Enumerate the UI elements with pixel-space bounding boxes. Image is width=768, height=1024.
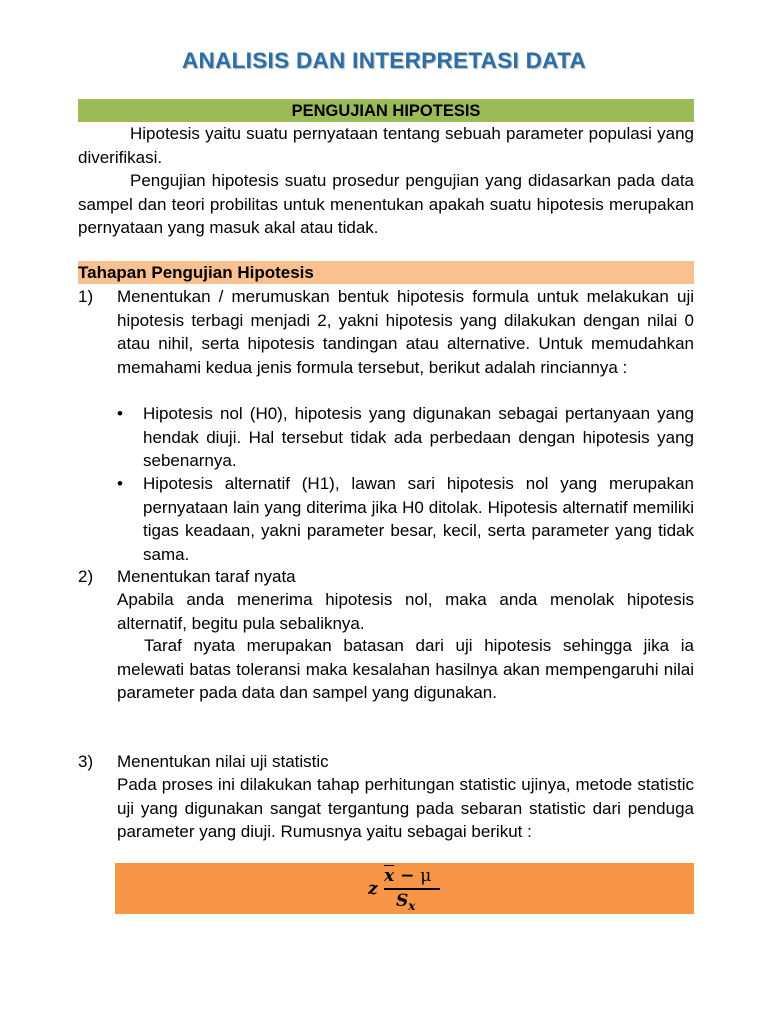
bullet-icon: • bbox=[117, 474, 123, 493]
page-title: ANALISIS DAN INTERPRETASI DATA bbox=[181, 48, 586, 73]
formula-lhs: z bbox=[368, 879, 378, 899]
formula-denominator bbox=[396, 891, 415, 911]
steps-header: Tahapan Pengujian Hipotesis bbox=[78, 261, 694, 284]
step-2-paragraph-1: Apabila anda menerima hipotesis nol, maka anda menolak hipotesis alternatif, begitu pula sebaliknya. bbox=[117, 590, 694, 633]
intro-paragraph-2: Pengujian hipotesis suatu prosedur pengujian yang didasarkan pada data sampel dan teori probilitas untuk menentukan apakah suatu hipotesis merupakan pernyataan yang masuk akal atau tidak. bbox=[78, 171, 694, 237]
intro-paragraph-1: Hipotesis yaitu suatu pernyataan tentang sebuah parameter populasi yang diverifikasi. bbox=[78, 124, 694, 167]
bullet-icon: • bbox=[117, 404, 123, 423]
step-1-number: 1) bbox=[78, 287, 94, 306]
formula-x-bar: $\overline{x}$ bbox=[384, 866, 395, 886]
formula-s: S bbox=[396, 891, 409, 911]
step-2-paragraph-2: Taraf nyata merupakan batasan dari uji hipotesis sehingga jika ia melewati batas toleransi maka kesalahan hasilnya akan mempengaruhi nilai parameter pada data dan sampel yang digunakan. bbox=[117, 636, 694, 702]
step-1-bullet-2: Hipotesis alternatif (H1), lawan sari hipotesis nol yang merupakan pernyataan lain yang diterima jika H0 ditolak. Hipotesis alternatif memiliki tigas keadaan, yakni parameter besar, kecil, serta parameter yang tidak sama. bbox=[143, 474, 694, 564]
step-1-bullet-1: Hipotesis nol (H0), hipotesis yang digunakan sebagai pertanyaan yang hendak diuji. Hal tersebut tidak ada perbedaan dengan hipotesis yang sebenarnya. bbox=[143, 404, 694, 470]
formula-fraction-line bbox=[384, 888, 440, 890]
formula-numerator bbox=[384, 866, 431, 886]
formula-subscript: x bbox=[408, 899, 416, 913]
step-2-title: Menentukan taraf nyata bbox=[117, 567, 296, 586]
step-3-title: Menentukan nilai uji statistic bbox=[117, 752, 329, 771]
formula-minus: − bbox=[400, 866, 415, 886]
step-3-paragraph-1: Pada proses ini dilakukan tahap perhitungan statistic ujinya, metode statistic uji yang digunakan sangat tergantung pada sebaran statistic dari penduga parameter yang diuji. Rumusnya yaitu sebagai berikut : bbox=[117, 775, 694, 841]
step-3-number: 3) bbox=[78, 752, 94, 771]
step-1-text: Menentukan / merumuskan bentuk hipotesis formula untuk melakukan uji hipotesis terbagi menjadi 2, yakni hipotesis yang dilakukan dengan nilai 0 atau nihil, serta hipotesis tandingan atau alternative. Untuk memudahkan memahami kedua jenis formula tersebut, berikut adalah rinciannya : bbox=[117, 287, 694, 377]
section-header: PENGUJIAN HIPOTESIS bbox=[78, 99, 694, 122]
formula-mu: μ bbox=[420, 866, 432, 886]
step-2-number: 2) bbox=[78, 567, 94, 586]
